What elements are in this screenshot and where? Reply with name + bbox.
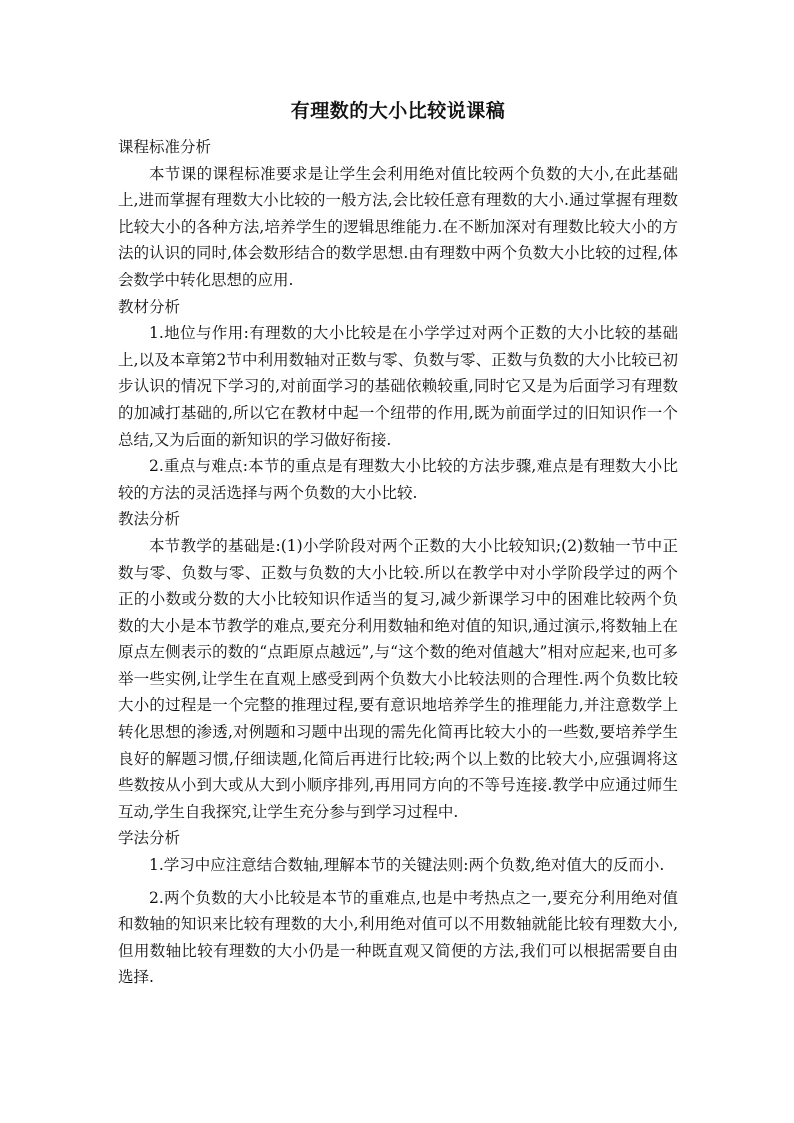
paragraph: 1.地位与作用:有理数的大小比较是在小学学过对两个正数的大小比较的基础上,以及本章第2节中利用数轴对正数与零、负数与零、正数与负数的大小比较已初步认识的情况下学习的,对前面学习的基础依赖较重,同时它又是为后面学习有理数的加减打基础的,所以它在教材中起一个纽带的作用,既为前面学过的旧知识作一个总结,又为后面的新知识的学习做好衔接. — [118, 324, 678, 449]
paragraph: 2.两个负数的大小比较是本节的重难点,也是中考热点之一,要充分利用绝对值和数轴的知识来比较有理数的大小,利用绝对值可以不用数轴就能比较有理数大小,但用数轴比较有理数的大小仍是一种既直观又简便的方法,我们可以根据需要自由选择. — [118, 888, 678, 987]
section-learning-method — [118, 825, 678, 991]
section-heading: 学法分析 — [118, 829, 181, 848]
section-teaching-method — [118, 506, 678, 825]
paragraph: 本节课的课程标准要求是让学生会利用绝对值比较两个负数的大小,在此基础上,进而掌握有理数大小比较的一般方法,会比较任意有理数的大小.通过掌握有理数比较大小的各种方法,培养学生的逻辑思维能力.在不断加深对有理数比较大小的方法的认识的同时,体会数形结合的数学思想.由有理数中两个负数大小比较的过程,体会数学中转化思想的应用. — [118, 164, 678, 289]
document-title: 有理数的大小比较说课稿 — [290, 100, 506, 122]
section-textbook-analysis — [118, 294, 678, 507]
paragraph: 2.重点与难点:本节的重点是有理数大小比较的方法步骤,难点是有理数大小比较的方法的灵活选择与两个负数的大小比较. — [118, 457, 678, 502]
section-curriculum-standard — [118, 134, 678, 294]
paragraph: 1.学习中应注意结合数轴,理解本节的关键法则:两个负数,绝对值大的反而小. — [149, 856, 665, 875]
section-heading: 教法分析 — [118, 510, 181, 529]
section-heading: 课程标准分析 — [118, 138, 212, 156]
document-page — [118, 98, 678, 991]
section-heading: 教材分析 — [118, 297, 181, 316]
paragraph: 本节教学的基础是:(1)小学阶段对两个正数的大小比较知识;(2)数轴一节中正数与零、负数与零、正数与负数的大小比较.所以在教学中对小学阶段学过的两个正的小数或分数的大小比较知识作适当的复习,减少新课学习中的困难比较两个负数的大小是本节教学的难点,要充分利用数轴和绝对值的知识,通过演示,将数轴上在原点左侧表示的数的“点距原点越远”,与“这个数的绝对值越大”相对应起来,也可多举一些实例,让学生在直观上感受到两个负数大小比较法则的合理性.两个负数比较大小的过程是一个完整的推理过程,要有意识地培养学生的推理能力,并注意数学上转化思想的渗透,对例题和习题中出现的需先化简再比较大小的一些数,要培养学生良好的解题习惯,仔细读题,化简后再进行比较;两个以上数的比较大小,应强调将这些数按从小到大或从大到小顺序排列,再用同方向的不等号连接.教学中应通过师生互动,学生自我探究,让学生充分参与到学习过程中. — [118, 536, 678, 821]
